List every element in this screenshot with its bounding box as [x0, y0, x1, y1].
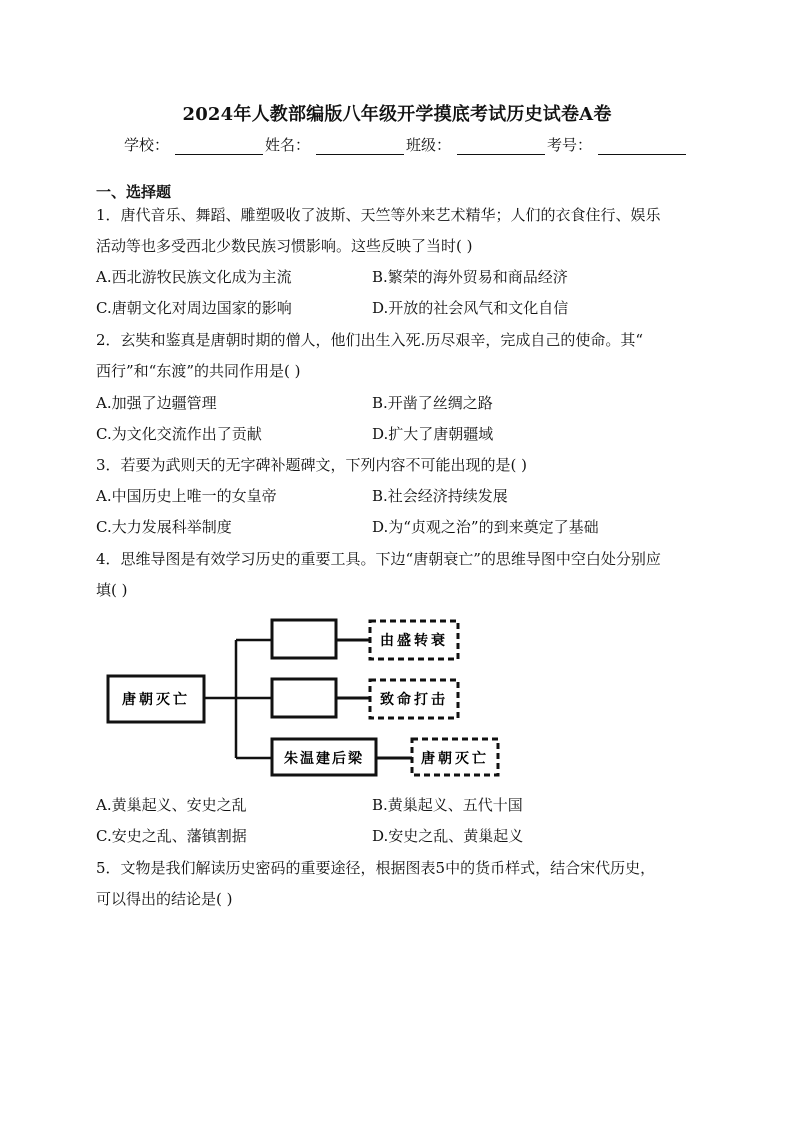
student-info-row	[124, 134, 688, 155]
question-2-option-d[interactable]: D.扩大了唐朝疆域	[372, 425, 494, 443]
question-3-line-1: 3．若要为武则天的无字碑补题碑文，下列内容不可能出现的是( )	[96, 456, 528, 474]
question-5-line-1: 5．文物是我们解读历史密码的重要途径，根据图表5中的货币样式，结合宋代历史，	[96, 859, 656, 877]
blank-box-1[interactable]	[272, 620, 336, 658]
question-3-option-c[interactable]: C.大力发展科举制度	[96, 518, 232, 536]
question-2-option-a[interactable]: A.加强了边疆管理	[96, 394, 217, 412]
number-label: 考号：	[547, 136, 593, 154]
question-1-option-c[interactable]: C.唐朝文化对周边国家的影响	[96, 299, 292, 317]
result-3-label: 唐朝灭亡	[421, 751, 489, 767]
question-4-line-1: 4．思维导图是有效学习历史的重要工具。下边“唐朝衰亡”的思维导图中空白处分别应	[96, 550, 661, 568]
blank-box-2[interactable]	[272, 679, 336, 717]
question-1-option-d[interactable]: D.开放的社会风气和文化自信	[372, 299, 569, 317]
question-4-line-2: 填( )	[96, 581, 128, 599]
number-blank[interactable]	[598, 138, 686, 155]
class-blank[interactable]	[457, 138, 545, 155]
question-4-option-b[interactable]: B.黄巢起义、五代十国	[372, 796, 523, 814]
section-heading: 一、选择题	[96, 183, 172, 201]
question-2-line-2: 西行”和“东渡”的共同作用是( )	[96, 362, 301, 380]
question-1-line-1: 1．唐代音乐、舞蹈、雕塑吸收了波斯、天竺等外来艺术精华；人们的衣食住行、娱乐	[96, 206, 661, 224]
question-4-option-c[interactable]: C.安史之乱、藩镇割据	[96, 827, 247, 845]
school-label: 学校：	[124, 136, 170, 154]
class-label: 班级：	[406, 136, 452, 154]
school-blank[interactable]	[175, 138, 263, 155]
page-title: 2024年人教部编版八年级开学摸底考试历史试卷A卷	[182, 104, 612, 125]
result-1-label: 由盛转衰	[380, 633, 448, 649]
question-4-option-d[interactable]: D.安史之乱、黄巢起义	[372, 827, 524, 845]
question-2-option-c[interactable]: C.为文化交流作出了贡献	[96, 425, 262, 443]
name-label: 姓名：	[265, 136, 311, 154]
question-4-option-a[interactable]: A.黄巢起义、安史之乱	[96, 796, 247, 814]
branch-3-label: 朱温建后梁	[284, 751, 364, 767]
question-2-option-b[interactable]: B.开凿了丝绸之路	[372, 394, 493, 412]
question-1-line-2: 活动等也多受西北少数民族习惯影响。这些反映了当时( )	[96, 237, 473, 255]
question-3-option-a[interactable]: A.中国历史上唯一的女皇帝	[96, 487, 277, 505]
root-label: 唐朝灭亡	[122, 692, 190, 708]
mind-map-diagram	[104, 613, 504, 783]
name-blank[interactable]	[316, 138, 404, 155]
question-1-option-b[interactable]: B.繁荣的海外贸易和商品经济	[372, 268, 568, 286]
question-5-line-2: 可以得出的结论是( )	[96, 890, 233, 908]
result-2-label: 致命打击	[380, 692, 448, 708]
question-2-line-1: 2．玄奘和鉴真是唐朝时期的僧人，他们出生入死.历尽艰辛，完成自己的使命。其“	[96, 331, 643, 349]
question-3-option-b[interactable]: B.社会经济持续发展	[372, 487, 508, 505]
question-1-option-a[interactable]: A.西北游牧民族文化成为主流	[96, 268, 292, 286]
question-3-option-d[interactable]: D.为“贞观之治”的到来奠定了基础	[372, 518, 599, 536]
